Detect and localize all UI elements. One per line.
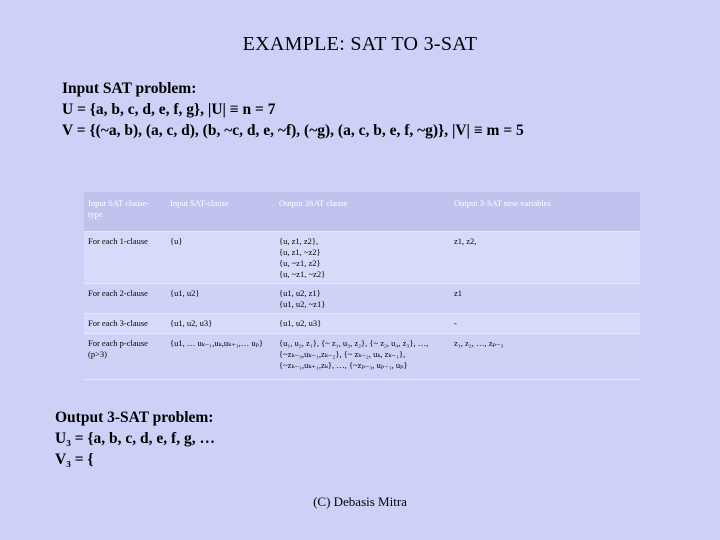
cell-new-variables: z₁, z₂, …, zₚ₋₃ bbox=[450, 334, 640, 380]
slide-title: EXAMPLE: SAT TO 3-SAT bbox=[242, 33, 478, 55]
output-v3-line: V₃ = { bbox=[55, 451, 94, 468]
cell-clause-type: For each 1-clause bbox=[84, 232, 166, 284]
cell-new-variables: - bbox=[450, 314, 640, 334]
output-heading: Output 3-SAT problem: bbox=[55, 409, 214, 426]
header-new-variables: Output 3-SAT new variables bbox=[450, 192, 640, 232]
conversion-table bbox=[84, 192, 640, 380]
cell-clause-type: For each 3-clause bbox=[84, 314, 166, 334]
cell-input-clause: {u1, u2, u3} bbox=[166, 314, 275, 334]
input-problem-block bbox=[62, 78, 524, 141]
header-clause-type: Input SAT clause-type bbox=[84, 192, 166, 232]
cell-new-variables: z1, z2, bbox=[450, 232, 640, 284]
input-v-line: V = {(~a, b), (a, c, d), (b, ~c, d, e, ~f), (~g), (a, c, b, e, f, ~g)}, |V| ≡ m = 5 bbox=[62, 122, 524, 139]
cell-output-clause: {u, z1, z2}, {u, z1, ~z2} {u, ~z1, z2} {u, ~z1, ~z2} bbox=[275, 232, 450, 284]
table-row bbox=[84, 334, 640, 380]
cell-clause-type: For each 2-clause bbox=[84, 284, 166, 314]
input-heading: Input SAT problem: bbox=[62, 80, 197, 97]
cell-clause-type: For each p-clause (p>3) bbox=[84, 334, 166, 380]
table-row bbox=[84, 232, 640, 284]
table-row bbox=[84, 314, 640, 334]
output-u3-line: U₃ = {a, b, c, d, e, f, g, … bbox=[55, 430, 215, 447]
cell-output-clause: {u1, u2, z1} {u1, u2, ~z1} bbox=[275, 284, 450, 314]
cell-output-clause: {u1, u2, u3} bbox=[275, 314, 450, 334]
cell-new-variables: z1 bbox=[450, 284, 640, 314]
cell-output-clause: {u₁, u₂, z₁}, {~ z₁, u₃, z₂}, {~ z₂, u₄, z₃}, …, {~zₖ₋₃,uₖ₋₁,zₖ₋₂}, {~ zₖ₋₂, uₖ, zₖ₋₁},{~zₖ₋₁,uₖ₊₁,zₖ}, …, {~zₚ₋₃, uₚ₋₁, uₚ} bbox=[275, 334, 450, 380]
cell-input-clause: {u} bbox=[166, 232, 275, 284]
footer-credit: (C) Debasis Mitra bbox=[313, 494, 407, 509]
cell-input-clause: {u1, u2} bbox=[166, 284, 275, 314]
table-header-row bbox=[84, 192, 640, 232]
header-output-clause: Output 3SAT clause bbox=[275, 192, 450, 232]
input-u-line: U = {a, b, c, d, e, f, g}, |U| ≡ n = 7 bbox=[62, 101, 276, 118]
output-problem-block bbox=[55, 407, 215, 470]
header-input-clause: Input SAT-clause bbox=[166, 192, 275, 232]
table-row bbox=[84, 284, 640, 314]
cell-input-clause: {u1, … uₖ₋₁,uₖ,uₖ₊₁,… uₚ} bbox=[166, 334, 275, 380]
